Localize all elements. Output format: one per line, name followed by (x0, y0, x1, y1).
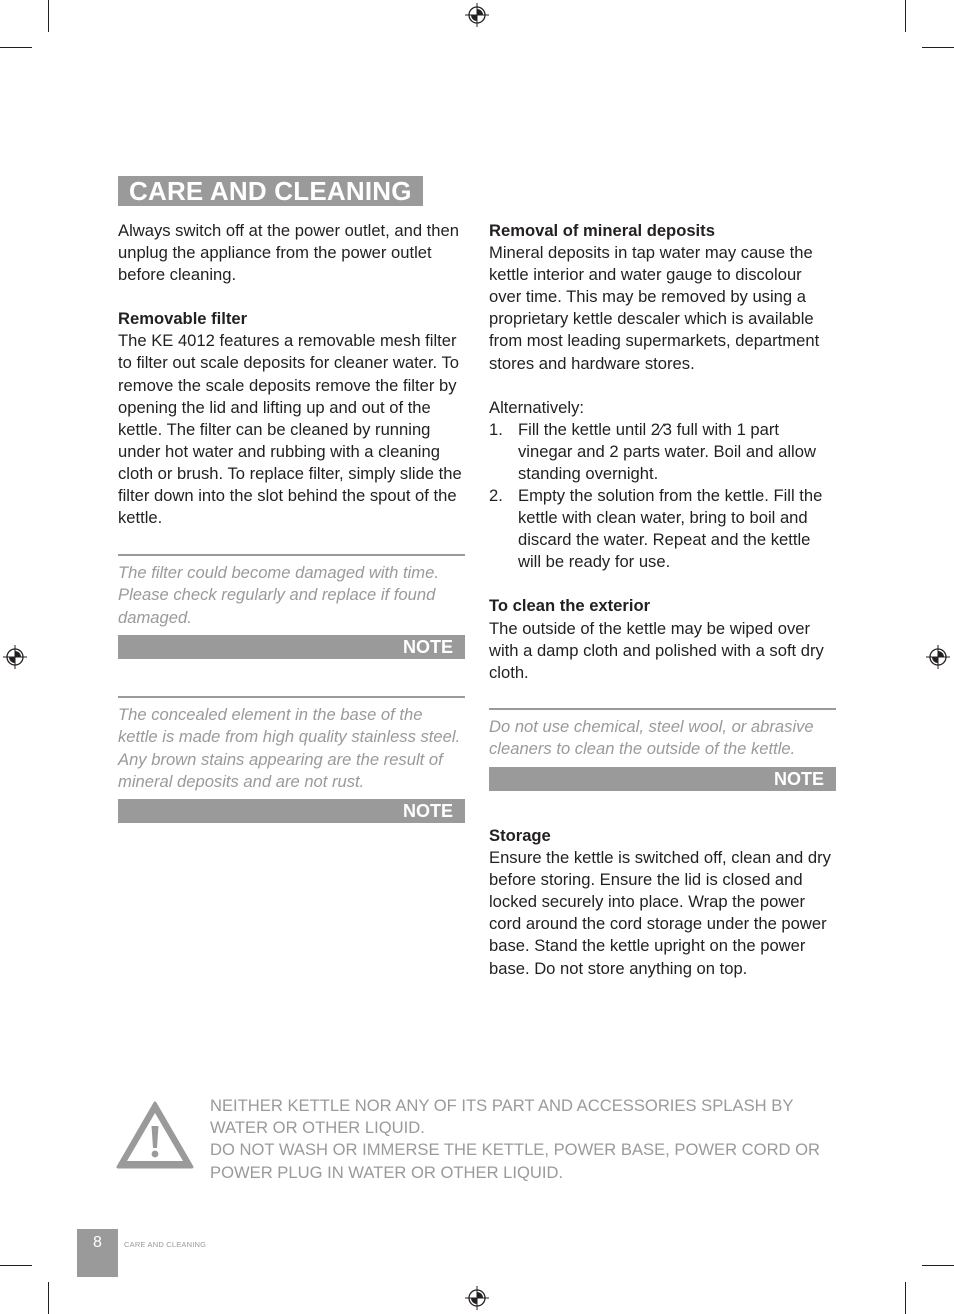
storage-section (489, 825, 834, 980)
filter-heading: Removable filter (118, 309, 248, 329)
step-number: 1. (489, 419, 503, 439)
crop-mark (0, 47, 32, 48)
warning-text (210, 1095, 840, 1184)
note-box (118, 554, 465, 659)
registration-mark-icon (465, 1286, 489, 1310)
note-box (489, 708, 836, 791)
descale-steps (489, 419, 834, 574)
alternatively-label: Alternatively: (489, 397, 584, 417)
crop-mark (905, 0, 906, 32)
mineral-heading: Removal of mineral deposits (489, 221, 715, 240)
note-text: The concealed element in the base of the kettle is made from high quality stainless steel. Any brown stains appearing are the result of mineral deposits and are not rust. (118, 705, 461, 791)
crop-mark (48, 0, 49, 32)
note-label: NOTE (118, 635, 465, 659)
warning-triangle-icon (116, 1100, 194, 1170)
page-number: 8 (77, 1229, 118, 1277)
crop-mark (48, 1282, 49, 1314)
warning-line: NEITHER KETTLE NOR ANY OF ITS PART AND ACCESSORIES SPLASH BY WATER OR OTHER LIQUID. (210, 1096, 794, 1138)
right-column (489, 220, 834, 684)
section-title: CARE AND CLEANING (118, 176, 423, 206)
step-text: Fill the kettle until 2⁄3 full with 1 part vinegar and 2 parts water. Boil and allow standing overnight. (518, 419, 816, 483)
filter-paragraph: The KE 4012 features a removable mesh filter to filter out scale deposits for cleaner water. To remove the scale deposits remove the filter by opening the lid and lifting up and out of the kettle. The filter can be cleaned by running under hot water and rubbing with a cleaning cloth or brush. To replace filter, simply slide the filter down into the slot behind the spout of the kettle. (118, 331, 462, 528)
footer-section-label: CARE AND CLEANING (124, 1240, 207, 1249)
note-box (118, 696, 465, 823)
registration-mark-icon (465, 3, 489, 27)
note-text: Do not use chemical, steel wool, or abrasive cleaners to clean the outside of the kettle. (489, 717, 814, 759)
left-column (118, 220, 466, 529)
crop-mark (922, 47, 954, 48)
storage-paragraph: Ensure the kettle is switched off, clean and dry before storing. Ensure the lid is closed and locked securely into place. Wrap the power cord around the cord storage under the power base. Stand the kettle upright on the power base. Do not store anything on top. (489, 848, 831, 978)
step-text: Empty the solution from the kettle. Fill the kettle with clean water, bring to boil and discard the water. Repeat and the kettle will be ready for use. (518, 486, 823, 572)
exterior-heading: To clean the exterior (489, 596, 651, 616)
registration-mark-icon (926, 645, 950, 669)
storage-heading: Storage (489, 826, 551, 845)
list-item (489, 419, 834, 485)
exterior-paragraph: The outside of the kettle may be wiped over with a damp cloth and polished with a soft dry cloth. (489, 618, 824, 682)
note-label: NOTE (489, 767, 836, 791)
intro-paragraph: Always switch off at the power outlet, and then unplug the appliance from the power outlet before cleaning. (118, 221, 459, 285)
mineral-paragraph: Mineral deposits in tap water may cause the kettle interior and water gauge to discolour over time. This may be removed by using a proprietary kettle descaler which is available from most leading supermarkets, department stores and hardware stores. (489, 243, 820, 373)
crop-mark (922, 1265, 954, 1266)
list-item (489, 485, 834, 573)
crop-mark (905, 1282, 906, 1314)
note-label: NOTE (118, 799, 465, 823)
crop-mark (0, 1265, 32, 1266)
step-number: 2. (489, 486, 503, 506)
note-text: The filter could become damaged with time. Please check regularly and replace if found damaged. (118, 563, 439, 627)
registration-mark-icon (3, 645, 27, 669)
warning-line: DO NOT WASH OR IMMERSE THE KETTLE, POWER BASE, POWER CORD OR POWER PLUG IN WATER OR OTHER LIQUID. (210, 1140, 821, 1182)
